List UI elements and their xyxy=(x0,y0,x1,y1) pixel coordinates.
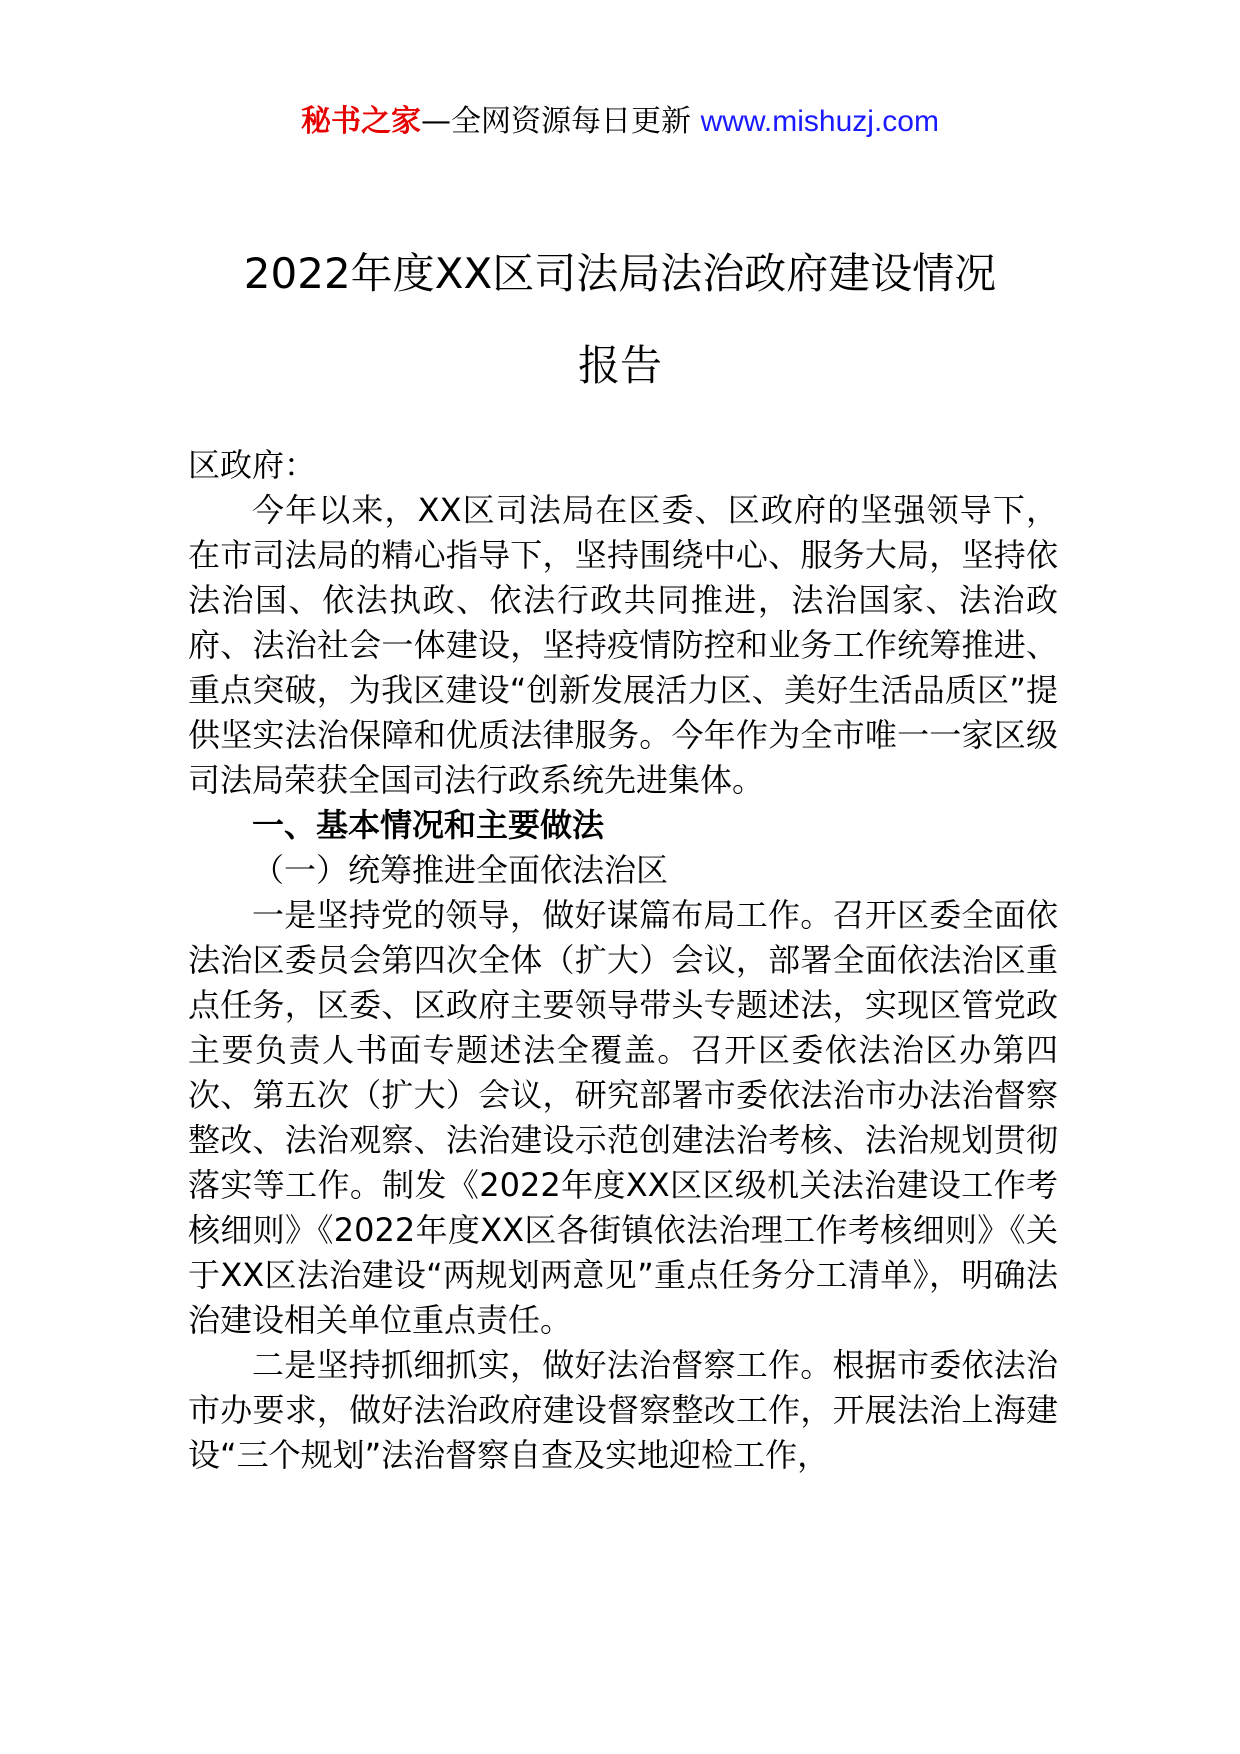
body-paragraph-1: 一是坚持党的领导，做好谋篇布局工作。召开区委全面依法治区委员会第四次全体（扩大）会议，部署全面依法治区重点任务，区委、区政府主要领导带头专题述法，实现区管党政主要负责人书面专题述法全覆盖。召开区委依法治区办第四次、第五次（扩大）会议，研究部署市委依法治市办法治督察整改、法治观察、法治建设示范创建法治考核、法治规划贯彻落实等工作。制发《2022年度XX区区级机关法治建设工作考核细则》《2022年度XX区各街镇依法治理工作考核细则》《关于XX区法治建设“两规划两意见”重点任务分工清单》，明确法治建设相关单位重点责任。 xyxy=(188,896,1058,1339)
document-body xyxy=(188,443,1058,1478)
intro-paragraph: 今年以来，XX区司法局在区委、区政府的坚强领导下，在市司法局的精心指导下，坚持围绕中心、服务大局，坚持依法治国、依法执政、依法行政共同推进，法治国家、法治政府、法治社会一体建设，坚持疫情防控和业务工作统筹推进、重点突破，为我区建设“创新发展活力区、美好生活品质区”提供坚实法治保障和优质法律服务。今年作为全市唯一一家区级司法局荣获全国司法行政系统先进集体。 xyxy=(188,491,1058,799)
body-paragraph-2: 二是坚持抓细抓实，做好法治督察工作。根据市委依法治市办要求，做好法治政府建设督察整改工作，开展法治上海建设“三个规划”法治督察自查及实地迎检工作， xyxy=(188,1346,1058,1474)
subsection-heading: （一）统筹推进全面依法治区 xyxy=(252,851,669,889)
site-url-link[interactable]: www.mishuzj.com xyxy=(700,105,939,138)
section-heading: 一、基本情况和主要做法 xyxy=(252,806,605,844)
document-title xyxy=(150,228,1090,412)
salutation: 区政府： xyxy=(188,446,317,484)
title-line-1: 2022年度XX区司法局法治政府建设情况 xyxy=(243,249,997,298)
header-banner xyxy=(0,102,1240,142)
header-slogan: —全网资源每日更新 xyxy=(421,104,701,139)
brand-name: 秘书之家 xyxy=(301,104,422,139)
title-line-2: 报告 xyxy=(577,341,662,390)
